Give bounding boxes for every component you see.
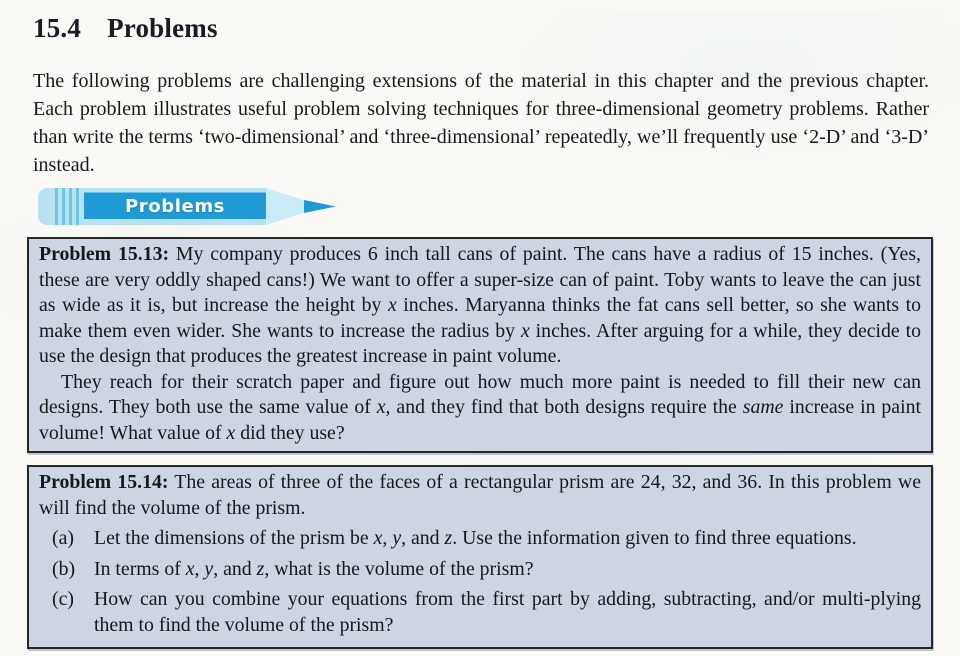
problem-15-13-label: Problem 15.13: — [39, 243, 170, 265]
intro-paragraph: The following problems are challenging extensions of the material in this chapter and the previous chapter. Each problem illustrates useful problem solving techniques for three-dimensional geometry problems. Rather than write the terms ‘two-dimensional’ and ‘three-dimensional’ repeatedly, we’ll frequently use ‘2-D’ and ‘3-D’ instead. — [33, 70, 929, 176]
problem-box-15-13 — [27, 237, 933, 453]
section-heading — [33, 13, 960, 44]
problem-part-c — [39, 587, 921, 638]
textbook-page — [0, 13, 960, 656]
problem-15-14-text: The areas of three of the faces of a rectangular prism are 24, 32, and 36. In this problem we will find the volume of the prism. — [39, 471, 921, 519]
problem-15-13-paragraph-2: They reach for their scratch paper and figure out how much more paint is needed to fill their new can designs. They both use the same value of x, and they find that both designs require the same increase in paint volume! What value of x did they use? — [39, 370, 921, 444]
problem-box-15-14 — [27, 465, 933, 649]
problem-15-13-text: My company produces 6 inch tall cans of paint. The cans have a radius of 15 inches. (Yes, these are very oddly shaped cans!) We want to offer a super-size can of paint. Toby wants to leave the can just as wide as it is, but increase the height by x inches. Maryanna thinks the fat cans sell better, so she wants to make them even wider. She wants to increase the radius by x inches. After arguing for a while, they decide to use the design that produces the greatest increase in paint volume. — [39, 243, 921, 367]
problems-banner — [38, 188, 338, 225]
part-c-text: How can you combine your equations from the first part by adding, subtracting, and/or multi-plying them to find the volume of the prism? — [94, 588, 921, 636]
page-content — [0, 13, 960, 656]
problem-15-14-label: Problem 15.14: — [39, 471, 169, 493]
problem-15-14-paragraph-1 — [39, 470, 921, 521]
part-a-text: Let the dimensions of the prism be x, y, and z. Use the information given to find three equations. — [94, 527, 857, 549]
problem-part-b — [39, 557, 921, 583]
pencil-tip-icon — [266, 188, 338, 225]
pencil-body — [38, 188, 266, 225]
problem-part-a — [39, 526, 921, 552]
part-c-marker: (c) — [52, 588, 74, 610]
problems-banner-label: Problems — [125, 195, 225, 217]
part-b-marker: (b) — [52, 557, 76, 580]
part-a-marker: (a) — [52, 527, 74, 549]
section-title: Problems — [107, 13, 218, 43]
pencil-eraser-stripes — [55, 188, 79, 225]
section-number: 15.4 — [33, 13, 82, 43]
pencil-band — [84, 192, 266, 219]
part-b-text: In terms of x, y, and z, what is the volume of the prism? — [94, 557, 534, 580]
problem-15-13-paragraph-1 — [39, 242, 921, 370]
